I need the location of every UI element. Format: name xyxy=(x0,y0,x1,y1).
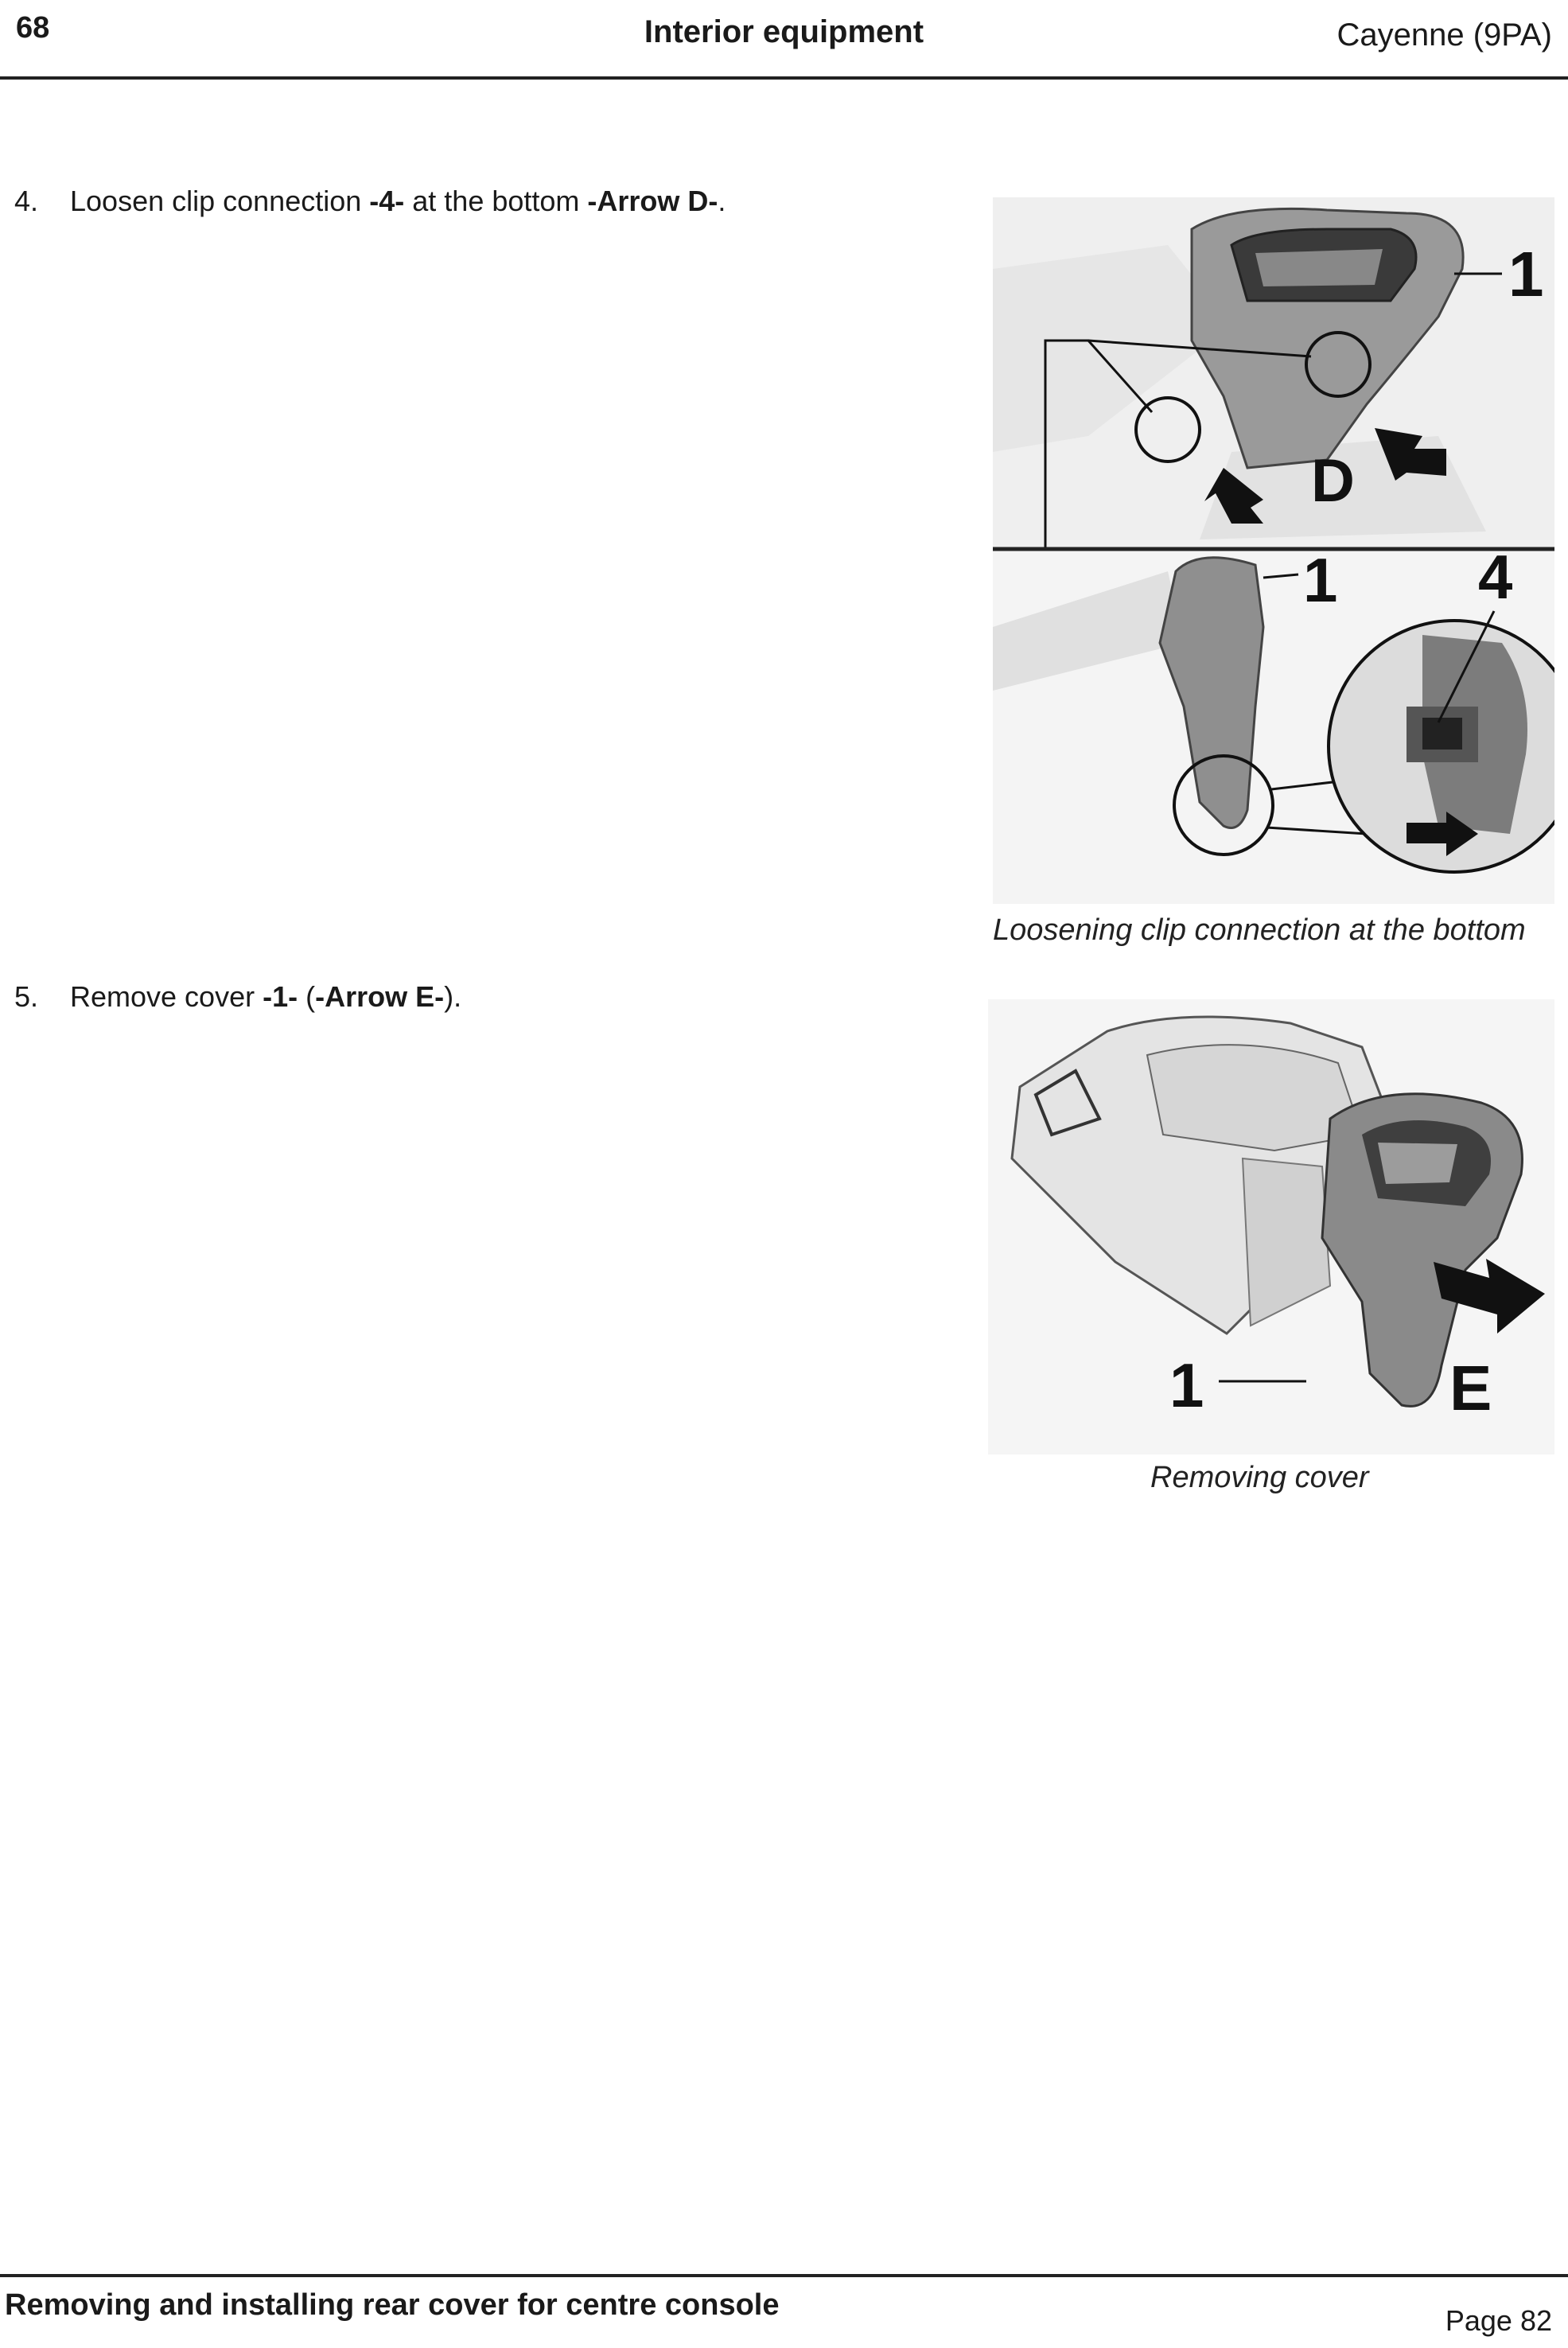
illustration-removing-cover xyxy=(988,999,1554,1454)
step-text: Loosen clip connection xyxy=(70,185,370,217)
section-title: Interior equipment xyxy=(644,14,924,49)
figure-loosening-clip xyxy=(993,197,1554,904)
figure-removing-cover xyxy=(988,999,1554,1454)
footer-page-number: Page 82 xyxy=(1445,2304,1552,2337)
step-number: 4. xyxy=(14,185,39,217)
part-ref: -4- xyxy=(369,185,405,217)
step-number: 5. xyxy=(14,980,39,1013)
illustration-clip-connection xyxy=(993,197,1554,904)
step-5 xyxy=(14,980,461,1014)
label-1-top: 1 xyxy=(1508,239,1544,310)
step-text: . xyxy=(718,185,726,217)
part-ref: -1- xyxy=(263,980,298,1013)
arrow-ref: -Arrow E- xyxy=(315,980,445,1013)
footer-title: Removing and installing rear cover for centre console xyxy=(5,2288,780,2322)
footer-divider xyxy=(0,2274,1568,2277)
step-text: Remove cover xyxy=(70,980,263,1013)
label-1-cover: 1 xyxy=(1169,1350,1204,1420)
step-text: ( xyxy=(298,980,316,1013)
step-text: at the bottom xyxy=(404,185,588,217)
page-number: 68 xyxy=(16,11,50,45)
page-header xyxy=(0,0,1568,80)
step-4 xyxy=(14,185,726,218)
label-1-bottom: 1 xyxy=(1303,545,1338,615)
header-divider xyxy=(0,76,1568,80)
step-text: ). xyxy=(444,980,462,1013)
label-e-arrow: E xyxy=(1449,1353,1492,1423)
figure-caption: Removing cover xyxy=(1150,1461,1369,1494)
model-label: Cayenne (9PA) xyxy=(1336,18,1552,53)
arrow-ref: -Arrow D- xyxy=(587,185,718,217)
label-d-arrow: D xyxy=(1311,447,1355,515)
figure-caption: Loosening clip connection at the bottom xyxy=(993,913,1526,947)
label-4-clip: 4 xyxy=(1478,542,1513,612)
